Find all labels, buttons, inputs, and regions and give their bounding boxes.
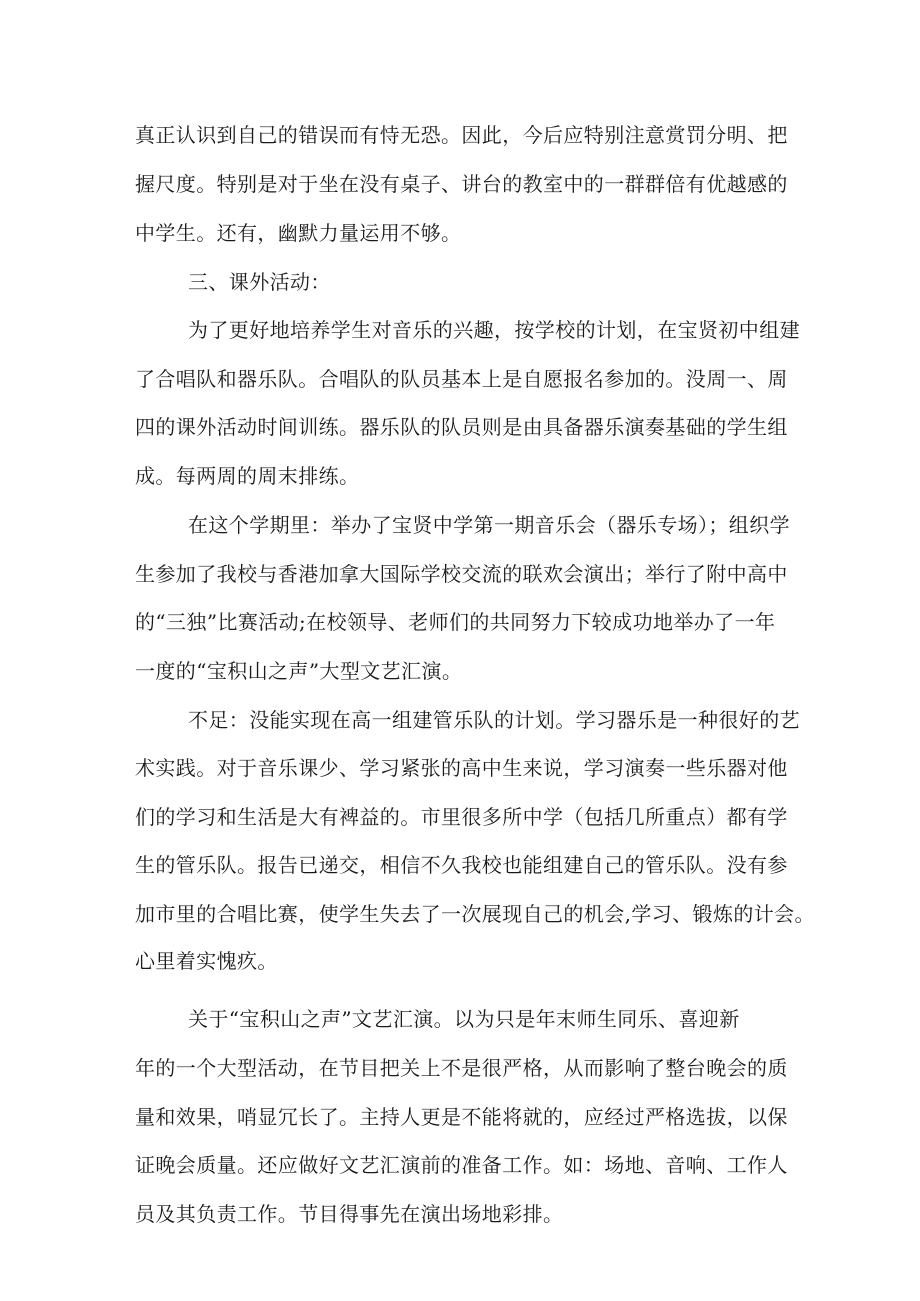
section-heading-extracurricular: 三、课外活动： xyxy=(188,270,331,294)
paragraph-2-line-3: 四的课外活动时间训练。器乐队的队员则是由具备器乐演奏基础的学生组 xyxy=(135,415,788,439)
paragraph-4-line-2: 术实践。对于音乐课少、学习紧张的高中生来说，学习演奏一些乐器对他 xyxy=(135,756,788,780)
paragraph-4-line-6: 心里着实愧疚。 xyxy=(135,949,278,973)
paragraph-3-line-3: 的“三独”比赛活动;在校领导、老师们的共同努力下较成功地举办了一年 xyxy=(135,610,776,634)
paragraph-5-line-4: 证晚会质量。还应做好文艺汇演前的准备工作。如：场地、音响、工作人 xyxy=(135,1153,788,1177)
paragraph-5-line-2: 年的一个大型活动，在节目把关上不是很严格，从而影响了整台晚会的质 xyxy=(135,1056,788,1080)
paragraph-1-line-2: 握尺度。特别是对于坐在没有桌子、讲台的教室中的一群群倍有优越感的 xyxy=(135,172,788,196)
paragraph-1-line-1: 真正认识到自己的错误而有恃无恐。因此，今后应特别注意赏罚分明、把 xyxy=(135,123,788,147)
paragraph-3-line-4: 一度的“宝积山之声”大型文艺汇演。 xyxy=(135,659,463,683)
paragraph-4-line-1: 不足：没能实现在高一组建管乐队的计划。学习器乐是一种很好的艺 xyxy=(188,708,800,732)
paragraph-2-line-4: 成。每两周的周末排练。 xyxy=(135,464,360,488)
paragraph-1-line-3: 中学生。还有，幽默力量运用不够。 xyxy=(135,221,462,245)
paragraph-3-line-2: 生参加了我校与香港加拿大国际学校交流的联欢会演出；举行了附中高中 xyxy=(135,562,788,586)
paragraph-4-line-4: 生的管乐队。报告已递交，相信不久我校也能组建自己的管乐队。没有参 xyxy=(135,853,788,877)
paragraph-4-line-5: 加市里的合唱比赛，使学生失去了一次展现自己的机会,学习、锻炼的计会。 xyxy=(135,902,815,926)
paragraph-5-line-5: 员及其负责工作。节目得事先在演出场地彩排。 xyxy=(135,1202,564,1226)
paragraph-5-line-3: 量和效果，哨显冗长了。主持人更是不能将就的，应经过严格选拔，以保 xyxy=(135,1105,788,1129)
paragraph-4-line-3: 们的学习和生活是大有裨益的。市里很多所中学（包括几所重点）都有学 xyxy=(135,805,788,829)
paragraph-2-line-2: 了合唱队和器乐队。合唱队的队员基本上是自愿报名参加的。没周一、周 xyxy=(135,367,788,391)
paragraph-5-line-1: 关于“宝积山之声”文艺汇演。以为只是年末师生同乐、喜迎新 xyxy=(188,1007,740,1031)
paragraph-2-line-1: 为了更好地培养学生对音乐的兴趣，按学校的计划，在宝贤初中组建 xyxy=(188,318,800,342)
paragraph-3-line-1: 在这个学期里：举办了宝贤中学第一期音乐会（器乐专场）；组织学 xyxy=(188,513,790,537)
